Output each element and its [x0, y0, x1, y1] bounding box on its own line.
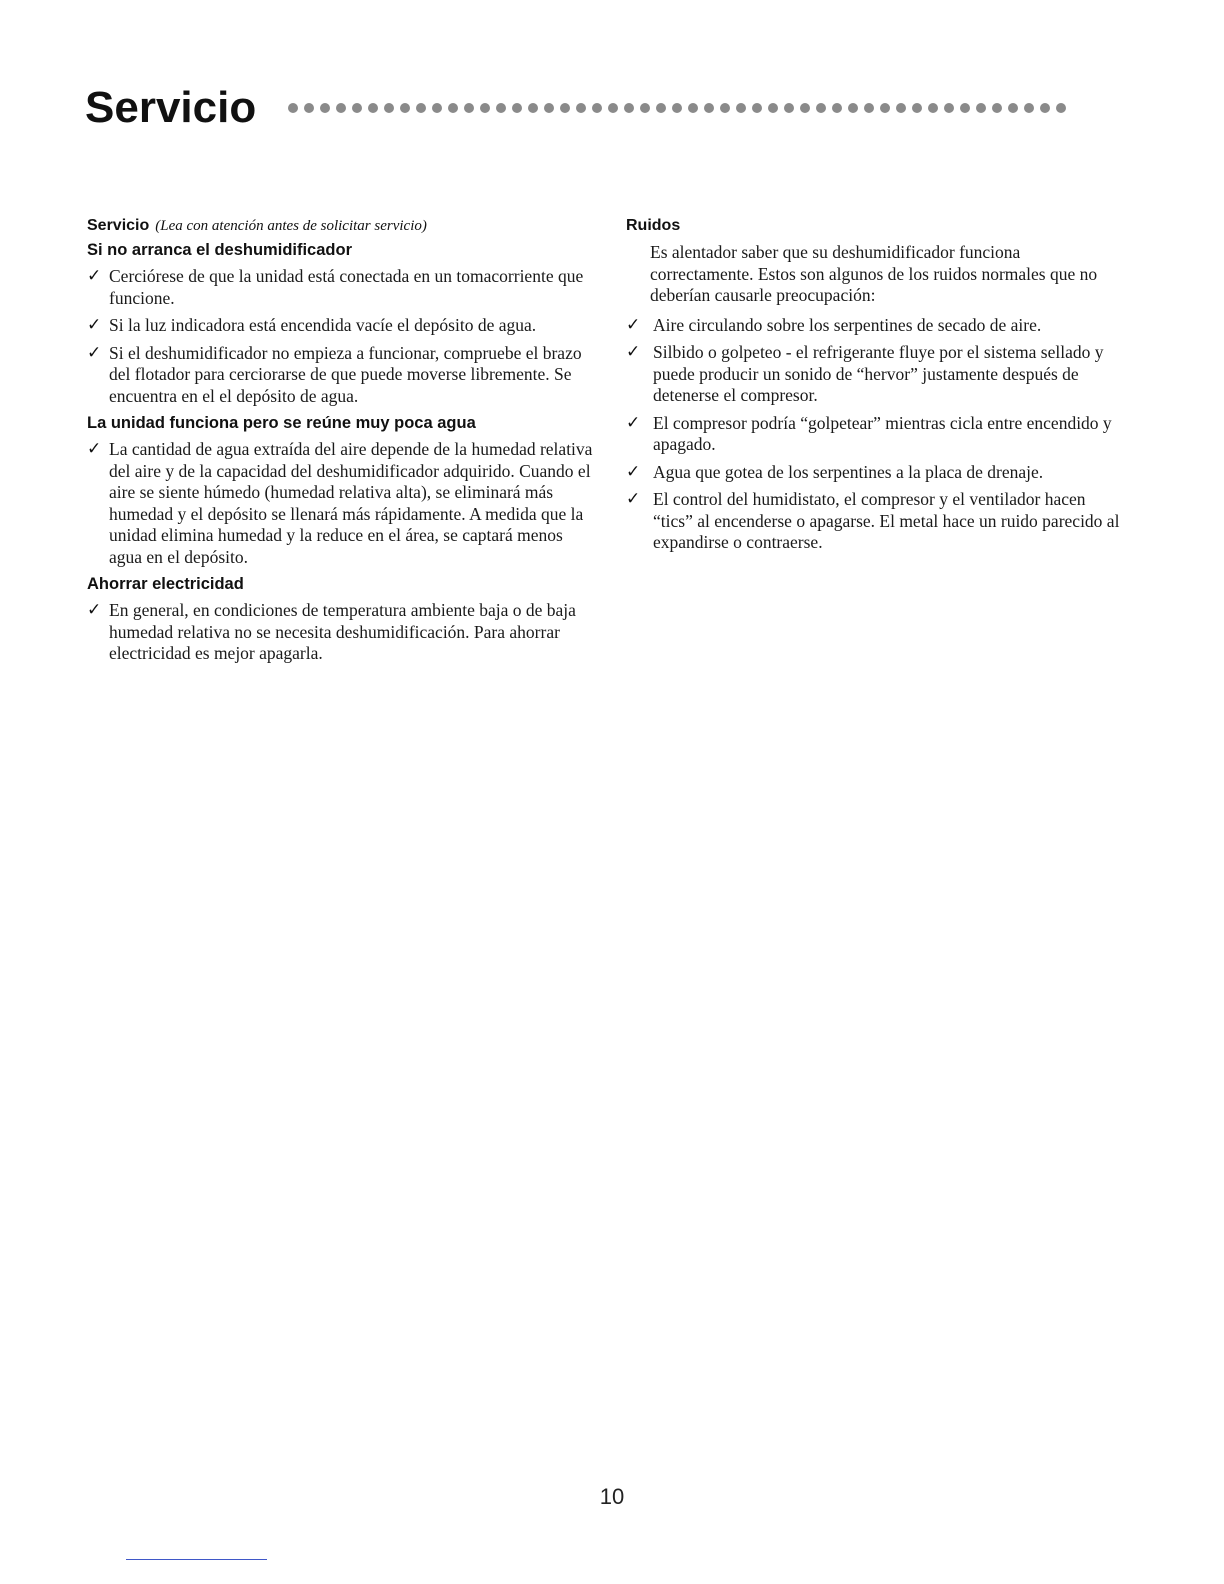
- leader-dot: [704, 103, 714, 113]
- list-item-text: Cerciórese de que la unidad está conectada en un tomacorriente que funcione.: [109, 266, 584, 308]
- section-no-start: [87, 240, 597, 407]
- check-mark-icon: ✓: [626, 489, 641, 509]
- noises-heading: Ruidos: [626, 217, 681, 234]
- leader-dot: [912, 103, 922, 113]
- list-item: [87, 439, 597, 568]
- leader-dot: [816, 103, 826, 113]
- list-item: [87, 343, 597, 408]
- leader-dot: [784, 103, 794, 113]
- check-mark-icon: ✓: [87, 439, 102, 459]
- leader-dot: [944, 103, 954, 113]
- leader-dot: [560, 103, 570, 113]
- list-item: [87, 266, 597, 309]
- page-title: Servicio: [85, 83, 257, 132]
- leader-dot: [928, 103, 938, 113]
- leader-dot: [800, 103, 810, 113]
- leader-dot: [432, 103, 442, 113]
- list-item-text: El compresor podría “golpetear” mientras cicla entre encendido y apagado.: [653, 412, 1112, 454]
- page-number: 10: [599, 1484, 625, 1509]
- leader-dot: [528, 103, 538, 113]
- checklist: [626, 315, 1126, 554]
- leader-dot: [400, 103, 410, 113]
- leader-dot: [448, 103, 458, 113]
- list-item: [626, 413, 1126, 456]
- leader-dot: [768, 103, 778, 113]
- leader-dot: [624, 103, 634, 113]
- check-mark-icon: ✓: [87, 266, 102, 286]
- list-item: [626, 342, 1126, 407]
- noises-intro: Es alentador saber que su deshumidificador funciona correctamente. Estos son algunos de los ruidos normales que no deberían causarle preocupación:: [650, 242, 1098, 305]
- check-mark-icon: ✓: [626, 461, 641, 482]
- leader-dot: [512, 103, 522, 113]
- leader-dot: [416, 103, 426, 113]
- check-mark-icon: ✓: [626, 342, 641, 362]
- leader-dot: [464, 103, 474, 113]
- footer-rule: [126, 1559, 267, 1560]
- section-title: La unidad funciona pero se reúne muy poca agua: [87, 414, 476, 432]
- leader-dot: [896, 103, 906, 113]
- section-title: Si no arranca el deshumidificador: [87, 241, 352, 259]
- list-item-text: Aire circulando sobre los serpentines de secado de aire.: [653, 314, 1042, 335]
- leader-dot: [848, 103, 858, 113]
- check-mark-icon: ✓: [626, 412, 641, 433]
- leader-dot: [976, 103, 986, 113]
- list-item: [87, 600, 597, 665]
- leader-dot: [752, 103, 762, 113]
- list-item: [626, 489, 1126, 554]
- leader-dot: [864, 103, 874, 113]
- list-item-text: El control del humidistato, el compresor y el ventilador hacen “tics” al encenderse o apagarse. El metal hace un ruido parecido al expandirse o contraerse.: [653, 489, 1120, 552]
- leader-dot: [992, 103, 1002, 113]
- leader-dot: [960, 103, 970, 113]
- leader-dot: [688, 103, 698, 113]
- leader-dot: [640, 103, 650, 113]
- leader-dot: [544, 103, 554, 113]
- leader-dot: [496, 103, 506, 113]
- leader-dot: [1056, 103, 1066, 113]
- leader-dot: [1024, 103, 1034, 113]
- list-item-text: Si la luz indicadora está encendida vacíe el depósito de agua.: [109, 315, 537, 335]
- checklist: [87, 266, 597, 407]
- service-heading-note: (Lea con atención antes de solicitar servicio): [155, 218, 427, 234]
- leader-dot: [608, 103, 618, 113]
- list-item-text: En general, en condiciones de temperatura ambiente baja o de baja humedad relativa no se necesita deshumidificación. Para ahorrar electricidad es mejor apagarla.: [109, 600, 576, 663]
- leader-dot: [576, 103, 586, 113]
- service-heading: [87, 216, 597, 236]
- section-save-electricity: [87, 574, 597, 665]
- leader-dot: [832, 103, 842, 113]
- leader-dot: [368, 103, 378, 113]
- leader-dot: [304, 103, 314, 113]
- check-mark-icon: ✓: [87, 600, 102, 620]
- check-mark-icon: ✓: [87, 342, 102, 363]
- service-heading-label: Servicio: [87, 217, 150, 234]
- list-item: [626, 462, 1126, 484]
- left-column: [87, 216, 597, 671]
- section-little-water: [87, 413, 597, 568]
- leader-dot: [352, 103, 362, 113]
- leader-dot: [880, 103, 890, 113]
- list-item: [87, 315, 597, 337]
- list-item-text: Silbido o golpeteo - el refrigerante fluye por el sistema sellado y puede producir un sonido de “hervor” justamente después de detenerse el compresor.: [653, 342, 1104, 405]
- leader-dot: [736, 103, 746, 113]
- list-item-text: Si el deshumidificador no empieza a funcionar, compruebe el brazo del flotador para cerciorarse de que puede moverse libremente. Se encuentra en el el depósito de agua.: [109, 342, 582, 406]
- section-title: Ahorrar electricidad: [87, 575, 244, 593]
- right-column: [626, 216, 1126, 560]
- leader-dot: [288, 103, 298, 113]
- leader-dot: [656, 103, 666, 113]
- check-mark-icon: ✓: [626, 314, 641, 335]
- leader-dot: [592, 103, 602, 113]
- leader-dot: [384, 103, 394, 113]
- check-mark-icon: ✓: [87, 315, 102, 335]
- title-dot-leader: [288, 103, 1066, 113]
- page-header: [85, 82, 1095, 134]
- leader-dot: [480, 103, 490, 113]
- leader-dot: [672, 103, 682, 113]
- list-item: [626, 315, 1126, 337]
- list-item-text: Agua que gotea de los serpentines a la placa de drenaje.: [653, 461, 1044, 482]
- leader-dot: [720, 103, 730, 113]
- checklist: [87, 439, 597, 568]
- leader-dot: [1040, 103, 1050, 113]
- checklist: [87, 600, 597, 665]
- leader-dot: [1008, 103, 1018, 113]
- list-item-text: La cantidad de agua extraída del aire depende de la humedad relativa del aire y de la capacidad del deshumidificador adquirido. Cuando el aire se siente húmedo (humedad relativa alta), se eliminará más humedad y el depósito se llenará más rápidamente. A medida que la unidad elimina humedad y la reduce en el área, se captará menos agua en el depósito.: [109, 439, 593, 567]
- leader-dot: [336, 103, 346, 113]
- leader-dot: [320, 103, 330, 113]
